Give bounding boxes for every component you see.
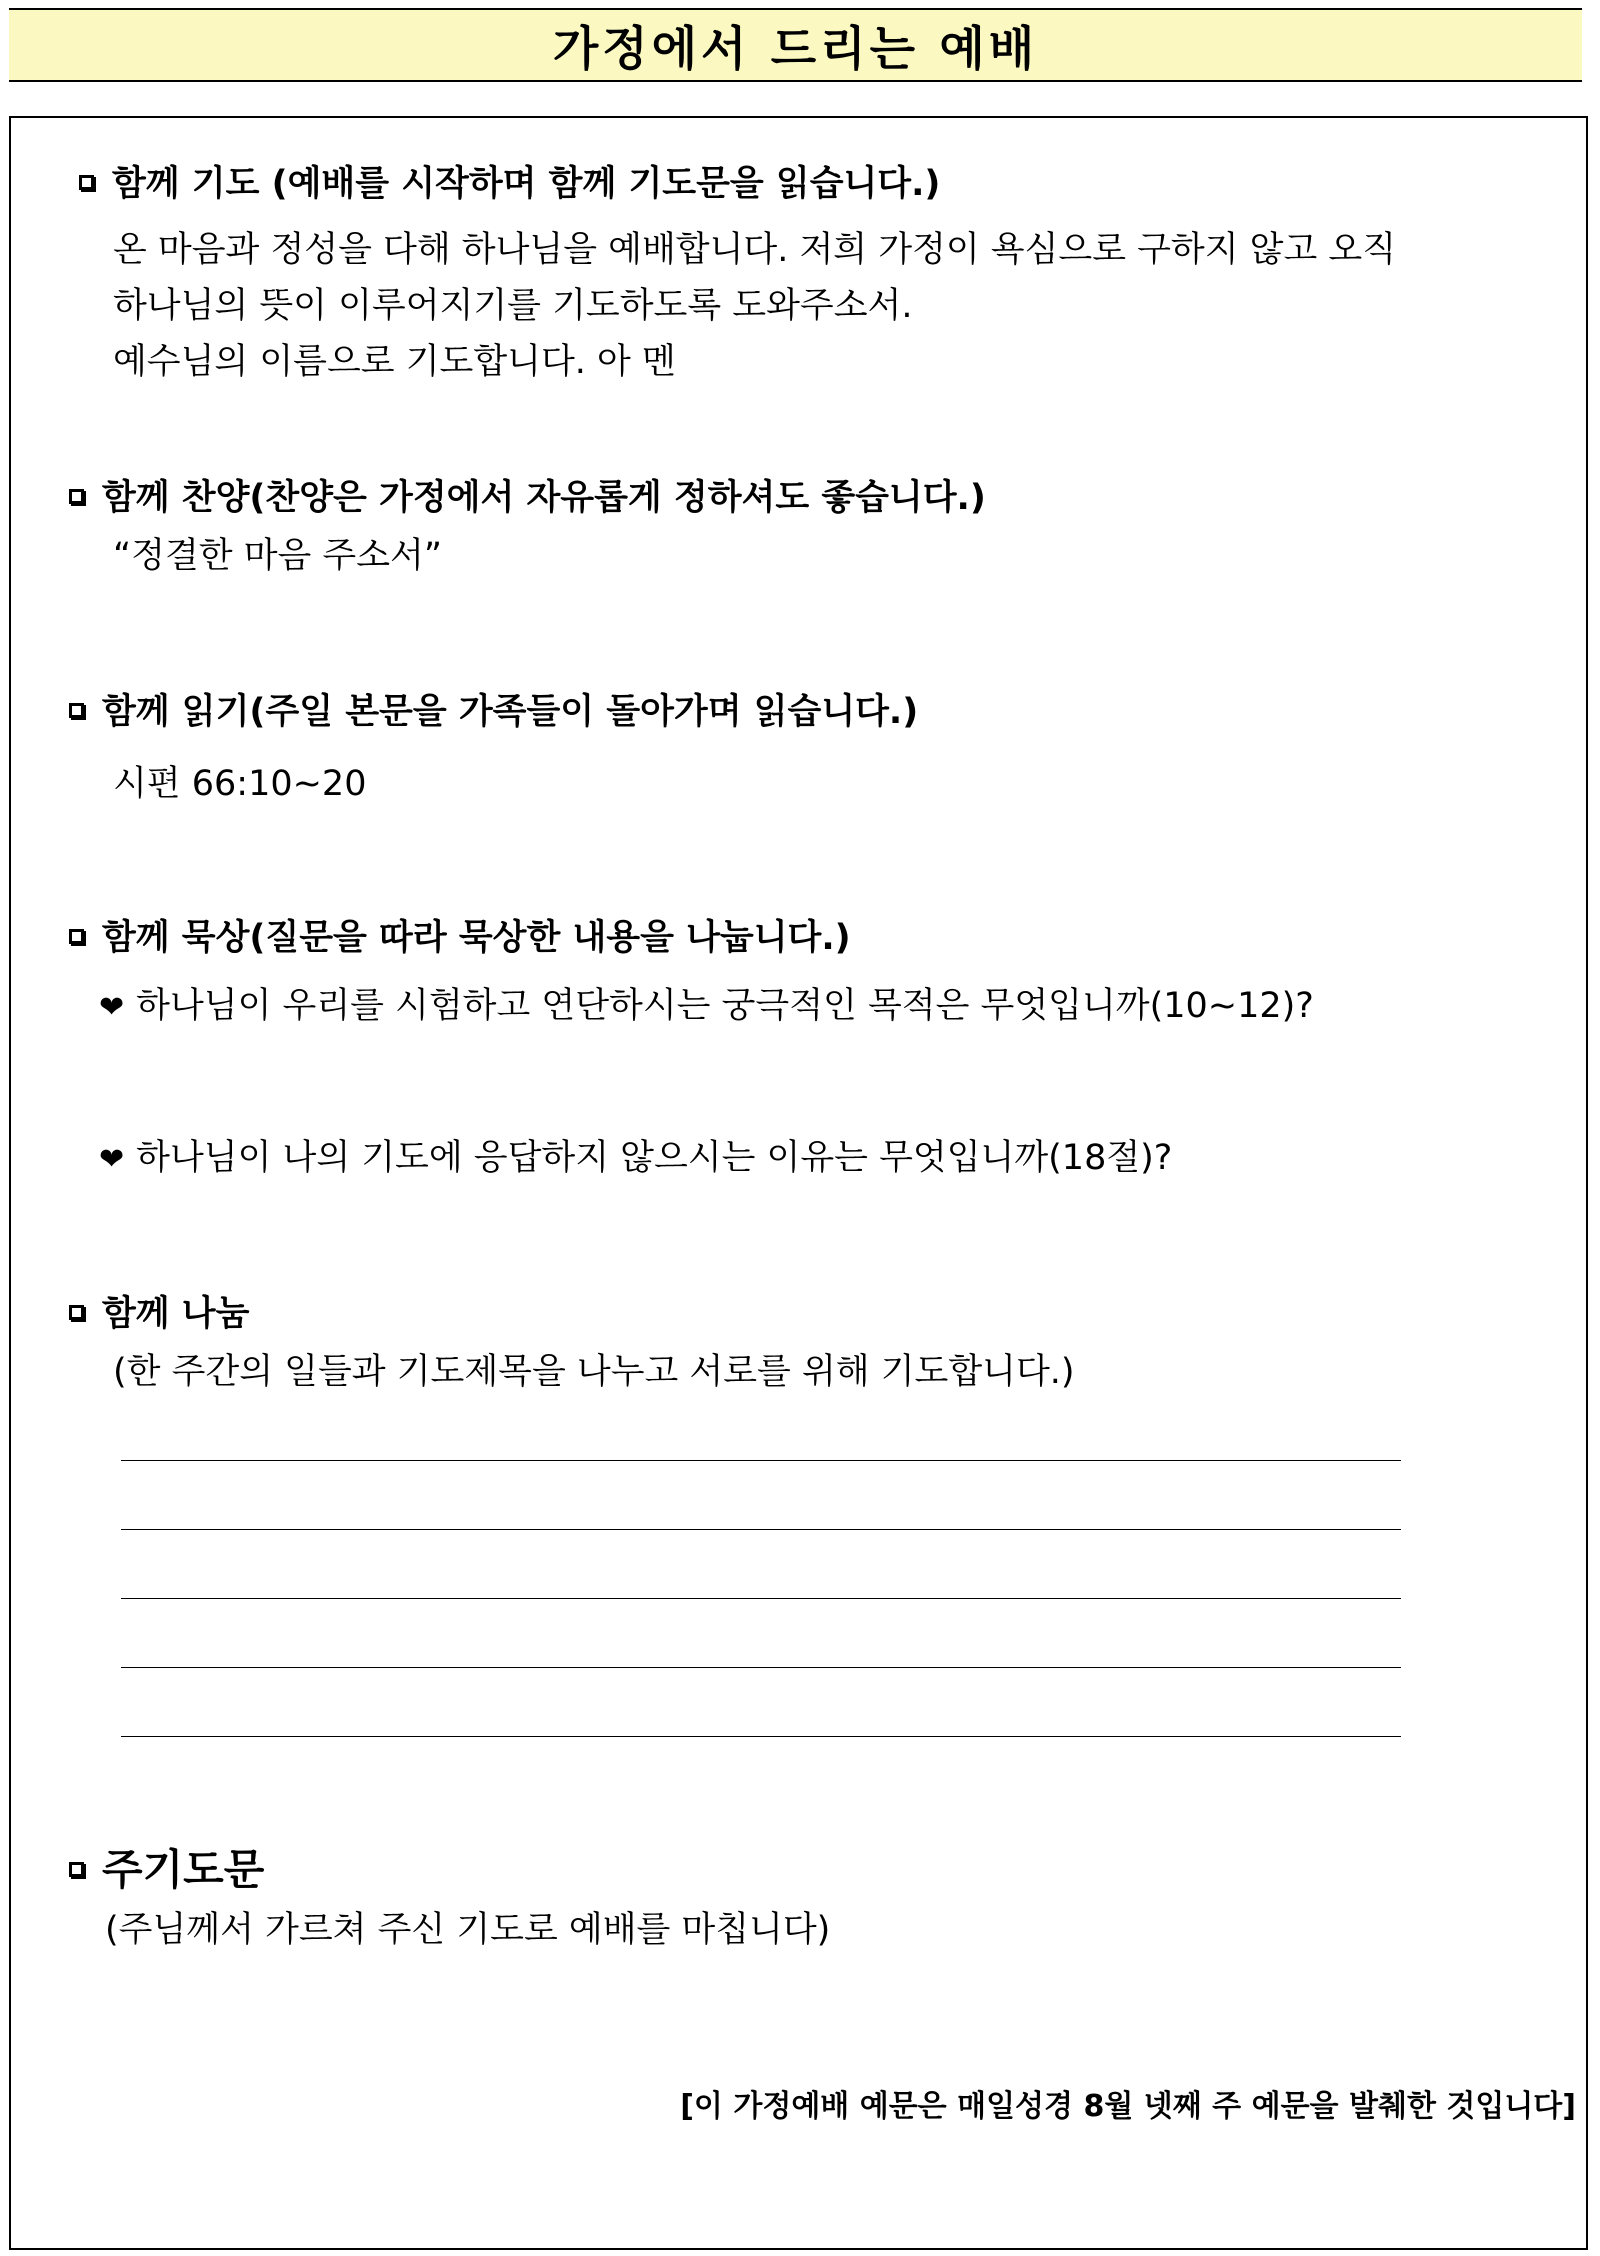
section-praise-heading <box>69 476 986 520</box>
lords-prayer-note: (주님께서 가르쳐 주신 기도로 예배를 마칩니다) <box>105 1910 831 1950</box>
prayer-line: 예수님의 이름으로 기도합니다. 아 멘 <box>113 342 676 382</box>
square-bullet-icon <box>79 175 94 190</box>
section-lords-prayer-heading <box>69 1844 264 1896</box>
page-title: 가정에서 드리는 예배 <box>552 21 1039 77</box>
section-prayer-heading <box>79 162 940 206</box>
meditation-question-text: 하나님이 우리를 시험하고 연단하시는 궁극적인 목적은 무엇입니까(10~12)? <box>136 986 1314 1026</box>
footer-note: [이 가정예배 예문은 매일성경 8월 넷째 주 예문을 발췌한 것입니다] <box>680 2089 1576 2124</box>
prayer-line: 온 마음과 정성을 다해 하나님을 예배합니다. 저희 가정이 욕심으로 구하지 않고 오직 <box>113 230 1397 270</box>
prayer-line: 하나님의 뜻이 이루어지기를 기도하도록 도와주소서. <box>113 286 913 326</box>
section-reading-heading <box>69 690 918 734</box>
square-bullet-icon <box>69 1305 84 1320</box>
square-bullet-icon <box>69 489 84 504</box>
section-prayer-title: 함께 기도 (예배를 시작하며 함께 기도문을 읽습니다.) <box>112 164 941 204</box>
section-praise-title: 함께 찬양(찬양은 가정에서 자유롭게 정하셔도 좋습니다.) <box>102 478 986 518</box>
praise-song: “정결한 마음 주소서” <box>113 536 442 576</box>
heart-icon: ❤ <box>99 990 125 1025</box>
square-bullet-icon <box>69 1862 84 1877</box>
sharing-note: (한 주간의 일들과 기도제목을 나누고 서로를 위해 기도합니다.) <box>113 1352 1075 1392</box>
writing-line <box>121 1598 1401 1599</box>
writing-line <box>121 1529 1401 1530</box>
section-reading-title: 함께 읽기(주일 본문을 가족들이 돌아가며 읽습니다.) <box>102 692 919 732</box>
heart-icon: ❤ <box>99 1142 125 1177</box>
section-meditation-title: 함께 묵상(질문을 따라 묵상한 내용을 나눕니다.) <box>102 918 851 958</box>
section-sharing-title: 함께 나눔 <box>102 1294 250 1334</box>
content-frame <box>9 116 1588 2250</box>
writing-line <box>121 1736 1401 1737</box>
meditation-question <box>99 1136 1172 1182</box>
title-bar <box>9 8 1582 82</box>
section-meditation-heading <box>69 916 851 960</box>
writing-line <box>121 1460 1401 1461</box>
square-bullet-icon <box>69 929 84 944</box>
reading-passage: 시편 66:10~20 <box>113 764 367 804</box>
writing-line <box>121 1667 1401 1668</box>
square-bullet-icon <box>69 703 84 718</box>
meditation-question <box>99 984 1314 1030</box>
meditation-question-text: 하나님이 나의 기도에 응답하지 않으시는 이유는 무엇입니까(18절)? <box>136 1138 1173 1178</box>
section-sharing-heading <box>69 1292 249 1336</box>
section-lords-prayer-title: 주기도문 <box>102 1845 265 1894</box>
